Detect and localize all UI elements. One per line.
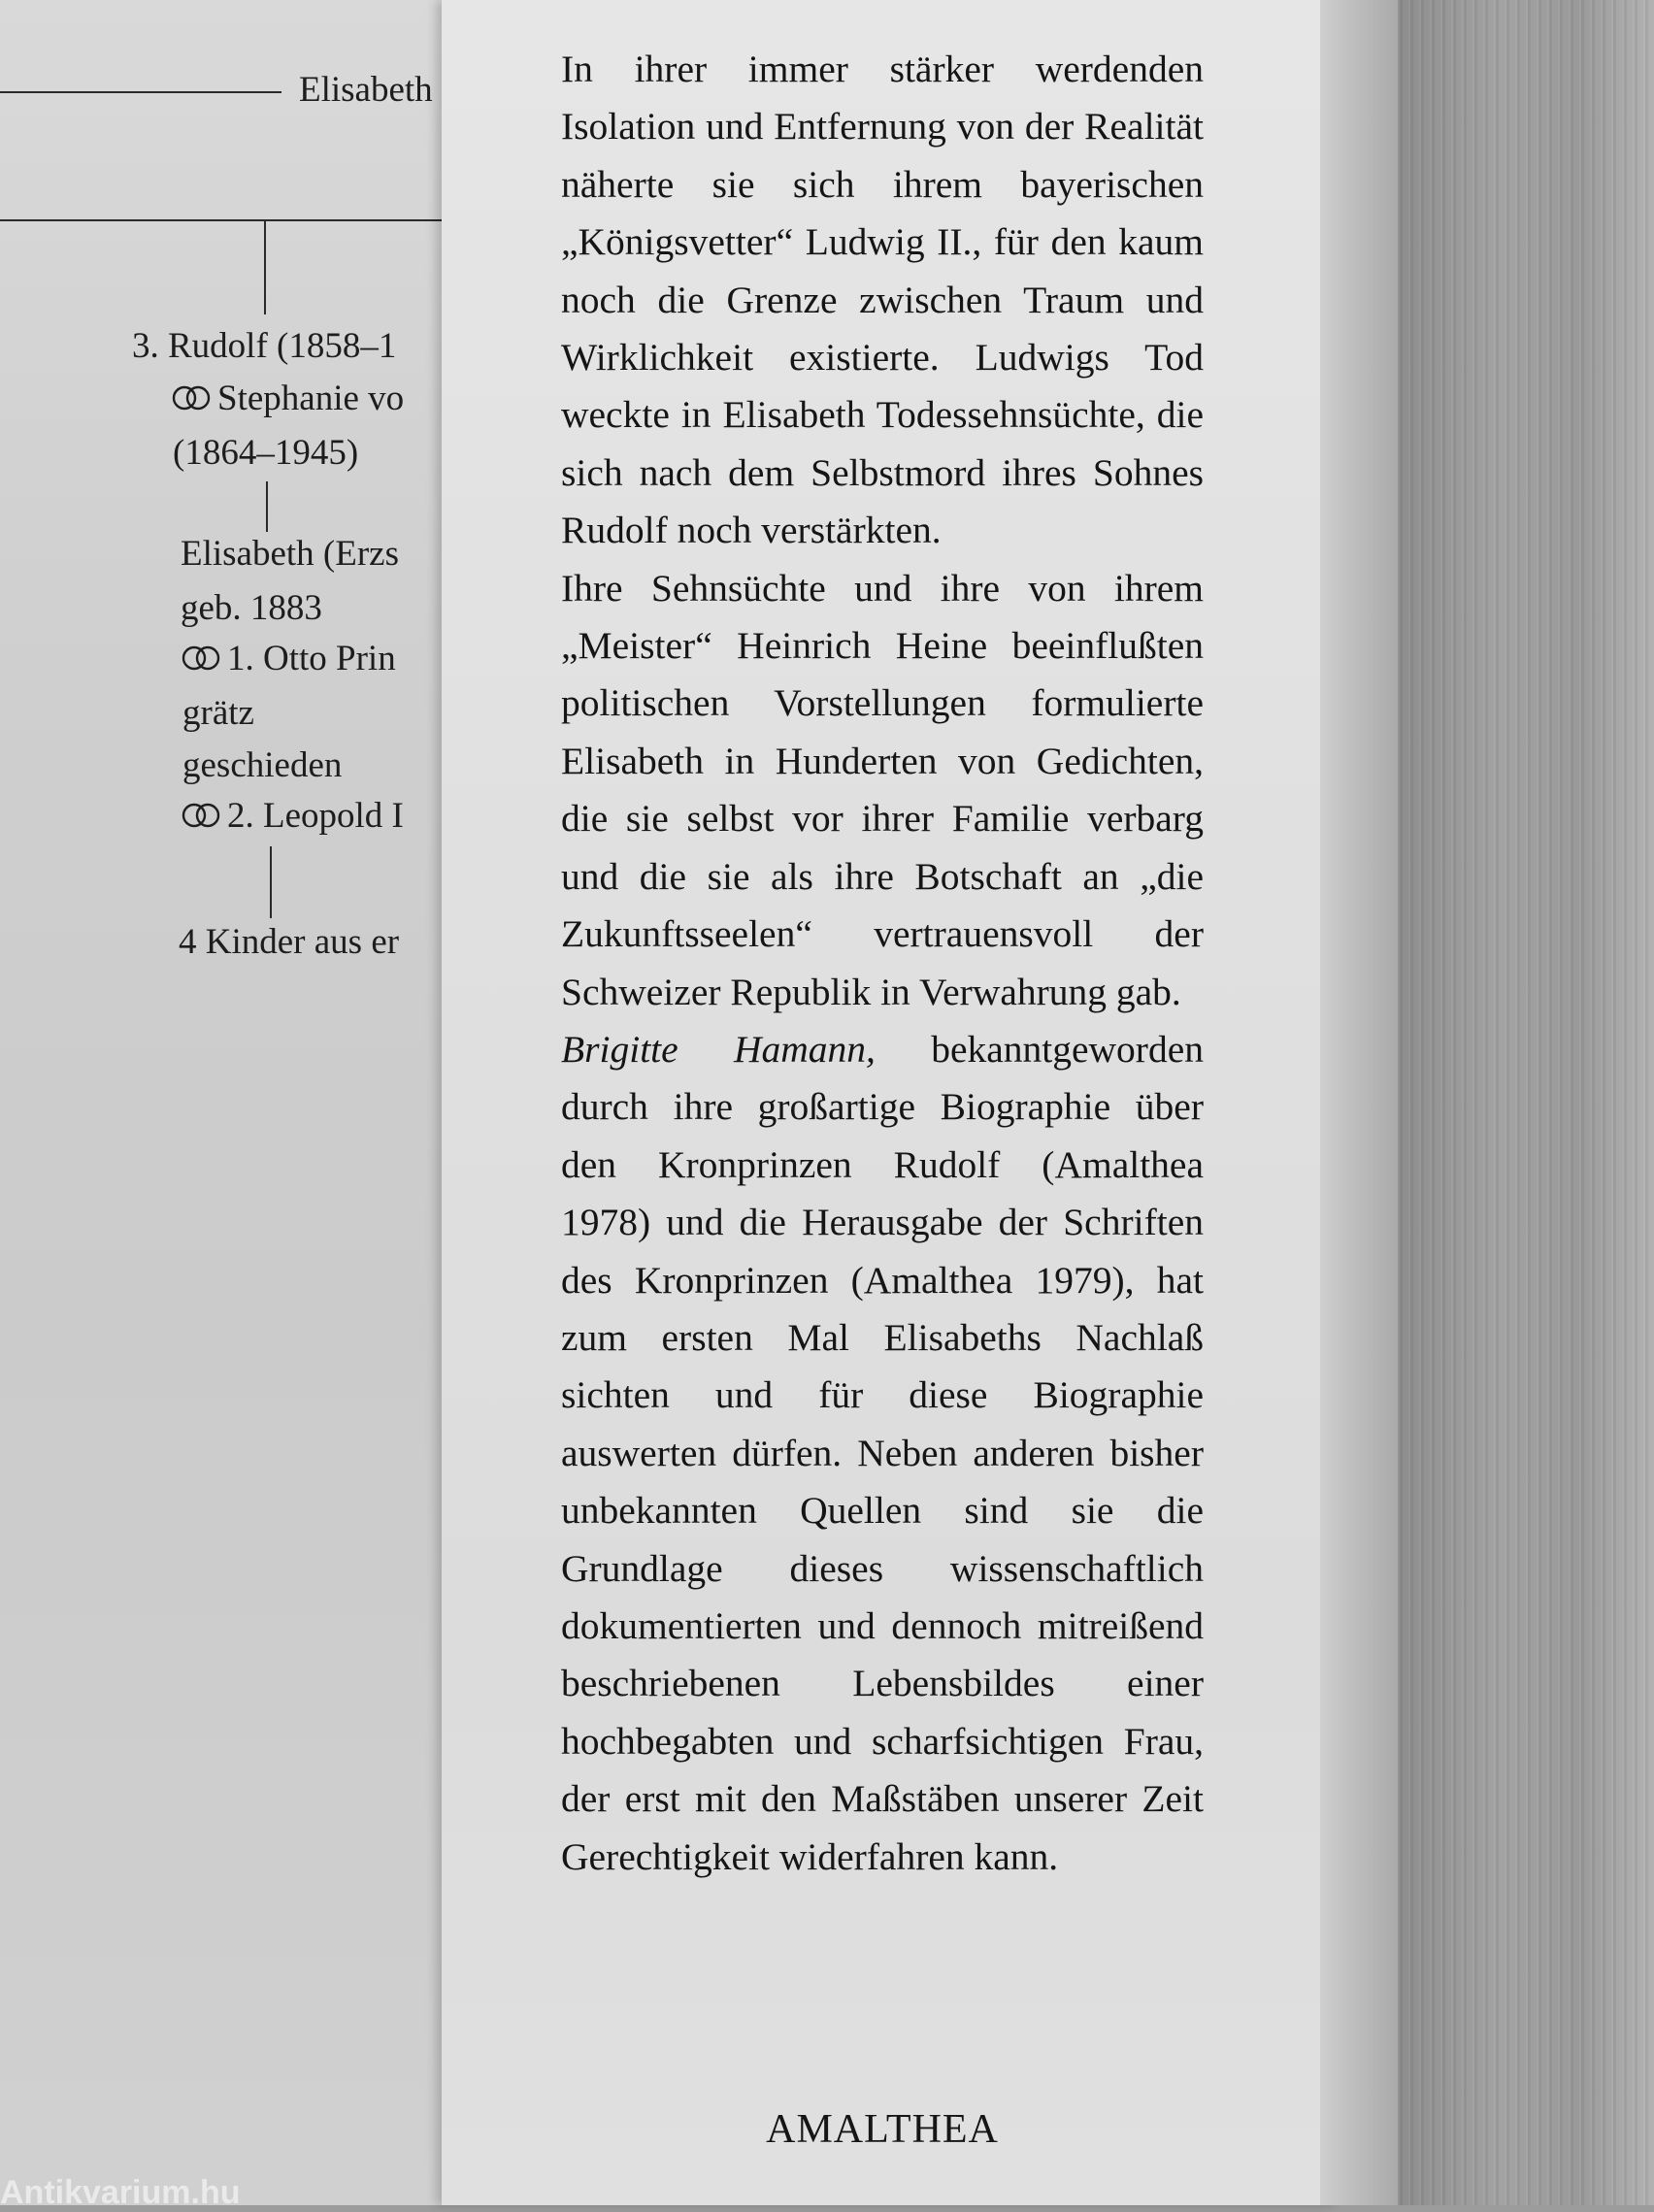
genealogy-page	[0, 0, 456, 2205]
tree-line-down-3	[270, 846, 272, 918]
author-name: Brigitte Hamann,	[561, 1027, 876, 1071]
genealogy-stephanie	[171, 380, 404, 416]
genealogy-leopold	[181, 798, 404, 834]
otto-name: 1. Otto Prin	[227, 639, 396, 678]
genealogy-stephanie-years: (1864–1945)	[173, 433, 359, 473]
blurb-paragraph-3	[561, 1021, 1204, 1886]
leopold-name: 2. Leopold I	[227, 796, 404, 836]
genealogy-geb: geb. 1883	[181, 588, 322, 628]
genealogy-otto	[181, 641, 396, 677]
blurb-text	[561, 41, 1204, 1886]
marriage-rings-icon	[181, 802, 223, 829]
tree-line-down-2	[266, 481, 268, 532]
blurb-paragraph-2: Ihre Sehnsüchte und ihre von ihrem „Meister“ Heinrich Heine beeinflußten politischen Vorstellungen formulierte Elisabeth in Hunderten von Gedichten, die sie selbst vor ihrer Familie verbarg und die sie als ihre Botschaft an „die Zukunftsseelen“ vertrauensvoll der Schweizer Republik in Verwahrung gab.	[561, 566, 1204, 1013]
genealogy-geschieden: geschieden	[182, 745, 343, 785]
blurb-paragraph-1: In ihrer immer stärker werdenden Isolation und Entfernung von der Realität näherte sie sich ihrem bayerischen „Königsvetter“ Ludwig II., für den kaum noch die Grenze zwischen Traum und Wirklichkeit existierte. Ludwigs Tod weckte in Elisabeth Todessehnsüchte, die sich nach dem Selbstmord ihres Sohnes Rudolf noch verstärkten.	[561, 48, 1204, 552]
tree-line-down-1	[264, 221, 266, 314]
genealogy-graetz: grätz	[182, 693, 254, 733]
watermark: Antikvarium.hu	[0, 2174, 241, 2211]
author-bio: bekanntgeworden durch ihre großartige Biographie über den Kronprinzen Rudolf (Amalthea 1978) und die Herausgabe der Schriften des Kronprinzen (Amalthea 1979), hat zum ersten Mal Elisabeths Nachlaß sichten und für diese Biographie auswerten dürfen. Neben anderen bisher unbekannten Quellen sind sie die Grundlage dieses wissenschaftlich dokumentierten und dennoch mitreißend beschriebenen Lebensbildes einer hochbegabten und scharfsichtigen Frau, der erst mit den Maßstäben unserer Zeit Gerechtigkeit widerfahren kann.	[561, 1027, 1204, 1878]
genealogy-elisabeth-erzs: Elisabeth (Erzs	[181, 534, 399, 574]
marriage-rings-icon	[171, 384, 214, 412]
marriage-rings-icon	[181, 644, 223, 672]
publisher-name: AMALTHEA	[766, 2107, 999, 2152]
tree-line-branch	[0, 219, 456, 221]
tree-line-top	[0, 91, 281, 93]
stephanie-name: Stephanie vo	[217, 379, 405, 418]
genealogy-top-name: Elisabeth	[299, 70, 433, 110]
wood-surface	[1398, 0, 1654, 2205]
flap-edge-shadow	[1320, 0, 1398, 2205]
genealogy-kinder: 4 Kinder aus er	[179, 922, 400, 962]
genealogy-rudolf: 3. Rudolf (1858–1	[132, 326, 397, 366]
